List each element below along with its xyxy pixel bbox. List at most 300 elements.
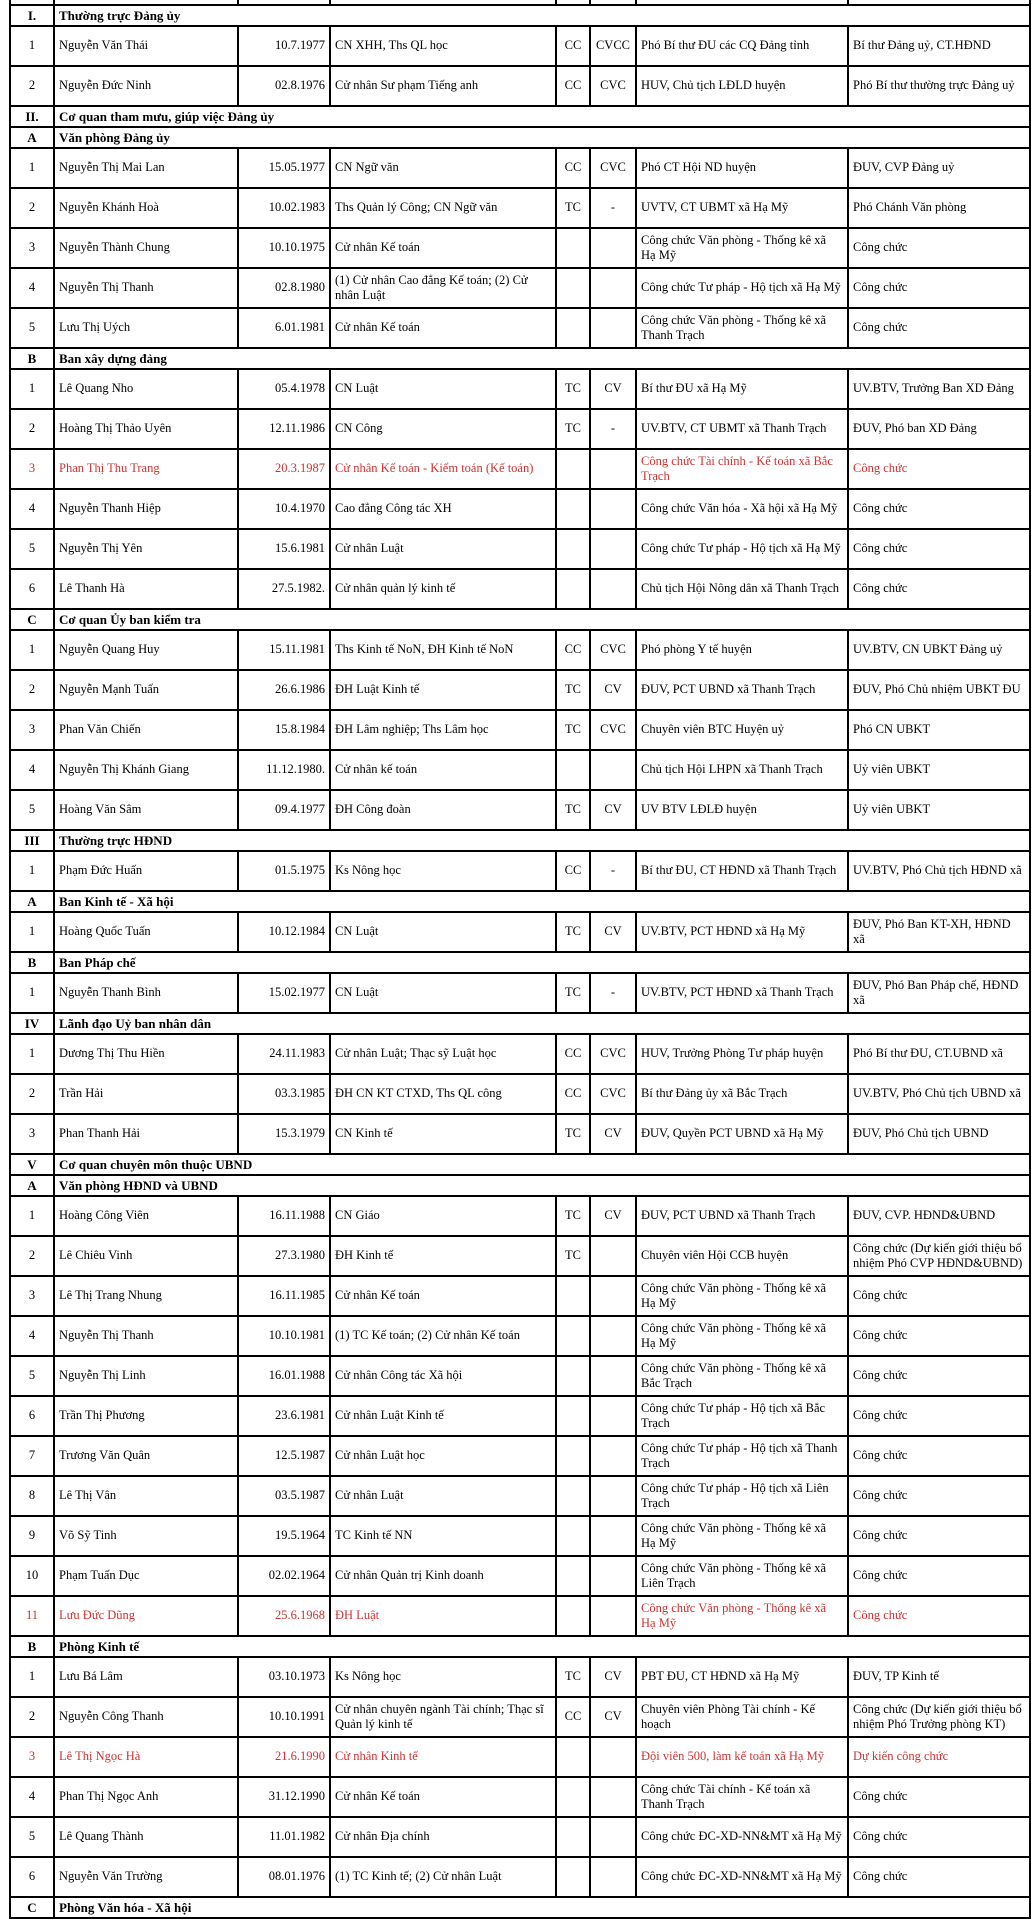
cell-note: Phó CN UBKT bbox=[848, 710, 1030, 750]
cell-education: ĐH Công đoàn bbox=[330, 790, 556, 830]
cell-rank bbox=[556, 1436, 590, 1476]
cell-position: Công chức ĐC-XD-NN&MT xã Hạ Mỹ bbox=[636, 1857, 848, 1897]
cell-note: UV.BTV, Phó Chủ tịch UBND xã bbox=[848, 1074, 1030, 1114]
section-title: Ban xây dựng đảng bbox=[54, 348, 1030, 369]
cell-position: Đội viên 500, làm kế toán xã Hạ Mỹ bbox=[636, 1737, 848, 1777]
cell-education: Cử nhân Quản trị Kinh doanh bbox=[330, 1556, 556, 1596]
cell-position: Công chức Văn phòng - Thống kê xã Hạ Mỹ bbox=[636, 1596, 848, 1636]
cell-note: Bí thư Đảng uỷ, CT.HĐND bbox=[848, 26, 1030, 66]
table-row bbox=[10, 228, 1030, 268]
cell-rank bbox=[556, 750, 590, 790]
cell-position: PBT ĐU, CT HĐND xã Hạ Mỹ bbox=[636, 1657, 848, 1697]
cell-note: Công chức bbox=[848, 529, 1030, 569]
table-row bbox=[10, 1276, 1030, 1316]
section-number: A bbox=[10, 127, 54, 148]
cell-rank: CC bbox=[556, 1034, 590, 1074]
cell-education: (1) TC Kinh tế; (2) Cử nhân Luật bbox=[330, 1857, 556, 1897]
table-row bbox=[10, 1817, 1030, 1857]
cell-rank: CC bbox=[556, 1697, 590, 1737]
cell-education: Cử nhân Công tác Xã hội bbox=[330, 1356, 556, 1396]
cell-stt: 2 bbox=[10, 188, 54, 228]
section-header-row bbox=[10, 952, 1030, 973]
cell-note: Công chức bbox=[848, 228, 1030, 268]
cell-dob: 27.3.1980 bbox=[238, 1236, 330, 1276]
cell-stt: 6 bbox=[10, 1857, 54, 1897]
cell-rank: CC bbox=[556, 1074, 590, 1114]
cell-education: ĐH Luật Kinh tế bbox=[330, 670, 556, 710]
cell-name: Nguyễn Thị Thanh bbox=[54, 1316, 238, 1356]
cell-name: Trần Hải bbox=[54, 1074, 238, 1114]
cell-dob: 11.01.1982 bbox=[238, 1817, 330, 1857]
cell-grade bbox=[590, 1737, 636, 1777]
table-row bbox=[10, 489, 1030, 529]
cell-position: Công chức Văn phòng - Thống kê xã Thanh Trạch bbox=[636, 308, 848, 348]
cell-stt: 9 bbox=[10, 1516, 54, 1556]
cell-name: Nguyễn Thị Thanh bbox=[54, 268, 238, 308]
cell-position: Công chức Văn phòng - Thống kê xã Liên Trạch bbox=[636, 1556, 848, 1596]
cell-position: Công chức Tư pháp - Hộ tịch xã Liên Trạch bbox=[636, 1476, 848, 1516]
cell-dob: 10.10.1991 bbox=[238, 1697, 330, 1737]
table-row bbox=[10, 973, 1030, 1013]
cell-dob: 15.6.1981 bbox=[238, 529, 330, 569]
table-row bbox=[10, 268, 1030, 308]
cell-dob: 03.5.1987 bbox=[238, 1476, 330, 1516]
cell-stt: 10 bbox=[10, 1556, 54, 1596]
cell-grade bbox=[590, 1436, 636, 1476]
cell-stt: 5 bbox=[10, 529, 54, 569]
cell-education: Ks Nông học bbox=[330, 851, 556, 891]
cell-rank bbox=[556, 1476, 590, 1516]
cell-stt: 3 bbox=[10, 228, 54, 268]
cell-note: Uỷ viên UBKT bbox=[848, 750, 1030, 790]
cell-grade: CVC bbox=[590, 1074, 636, 1114]
section-number: IV bbox=[10, 1013, 54, 1034]
cell-grade bbox=[590, 449, 636, 489]
cell-note: Công chức bbox=[848, 1516, 1030, 1556]
cell-grade bbox=[590, 1236, 636, 1276]
cell-rank: CC bbox=[556, 66, 590, 106]
section-title: Ban Pháp chế bbox=[54, 952, 1030, 973]
cell-stt: 4 bbox=[10, 1316, 54, 1356]
cell-dob: 03.10.1973 bbox=[238, 1657, 330, 1697]
table-row bbox=[10, 1074, 1030, 1114]
cell-dob: 25.6.1968 bbox=[238, 1596, 330, 1636]
cell-stt: 1 bbox=[10, 148, 54, 188]
table-row bbox=[10, 529, 1030, 569]
cell-grade bbox=[590, 1596, 636, 1636]
cell-name: Nguyễn Khánh Hoà bbox=[54, 188, 238, 228]
section-header-row bbox=[10, 127, 1030, 148]
section-header-row bbox=[10, 830, 1030, 851]
cell-grade: CVC bbox=[590, 148, 636, 188]
cell-dob: 10.02.1983 bbox=[238, 188, 330, 228]
cell-dob: 23.6.1981 bbox=[238, 1396, 330, 1436]
cell-stt: 11 bbox=[10, 1596, 54, 1636]
section-number: A bbox=[10, 1175, 54, 1196]
cell-note: Công chức bbox=[848, 308, 1030, 348]
cell-position: UV.BTV, CT UBMT xã Thanh Trạch bbox=[636, 409, 848, 449]
section-number: B bbox=[10, 952, 54, 973]
cell-rank bbox=[556, 1817, 590, 1857]
cell-position: Chuyên viên Hội CCB huyện bbox=[636, 1236, 848, 1276]
cell-education: Cử nhân Kế toán - Kiểm toán (Kế toán) bbox=[330, 449, 556, 489]
cell-rank bbox=[556, 1316, 590, 1356]
cell-grade bbox=[590, 1396, 636, 1436]
table-row bbox=[10, 1034, 1030, 1074]
cell-grade bbox=[590, 1857, 636, 1897]
cell-education: ĐH Kinh tế bbox=[330, 1236, 556, 1276]
table-row bbox=[10, 409, 1030, 449]
cell-position: Phó CT Hội ND huyện bbox=[636, 148, 848, 188]
cell-rank bbox=[556, 489, 590, 529]
cell-note: Công chức bbox=[848, 1396, 1030, 1436]
cell-stt: 4 bbox=[10, 750, 54, 790]
cell-education: ĐH Luật bbox=[330, 1596, 556, 1636]
cell-dob: 02.8.1980 bbox=[238, 268, 330, 308]
section-title: Ban Kinh tế - Xã hội bbox=[54, 891, 1030, 912]
cell-education: Cử nhân Luật học bbox=[330, 1436, 556, 1476]
cell-grade: CVCC bbox=[590, 26, 636, 66]
cell-stt: 1 bbox=[10, 973, 54, 1013]
cell-education: Cử nhân Kế toán bbox=[330, 1777, 556, 1817]
cell-dob: 16.01.1988 bbox=[238, 1356, 330, 1396]
cell-education: ĐH CN KT CTXD, Ths QL công bbox=[330, 1074, 556, 1114]
cell-position: Chủ tịch Hội LHPN xã Thanh Trạch bbox=[636, 750, 848, 790]
table-row bbox=[10, 750, 1030, 790]
cell-position: Chuyên viên BTC Huyện uỷ bbox=[636, 710, 848, 750]
cell-note: Phó Bí thư thường trực Đảng uỷ bbox=[848, 66, 1030, 106]
section-header-row bbox=[10, 891, 1030, 912]
cell-stt: 1 bbox=[10, 1196, 54, 1236]
cell-education: (1) Cử nhân Cao đẳng Kế toán; (2) Cử nhân Luật bbox=[330, 268, 556, 308]
cell-position: UV.BTV, PCT HĐND xã Thanh Trạch bbox=[636, 973, 848, 1013]
cell-position: UV BTV LĐLĐ huyện bbox=[636, 790, 848, 830]
cell-note: ĐUV, CVP Đảng uỷ bbox=[848, 148, 1030, 188]
cell-rank: TC bbox=[556, 188, 590, 228]
table-row bbox=[10, 1356, 1030, 1396]
cell-stt: 1 bbox=[10, 912, 54, 952]
cell-dob: 15.8.1984 bbox=[238, 710, 330, 750]
cell-grade bbox=[590, 1516, 636, 1556]
cell-position: Công chức Văn phòng - Thống kê xã Hạ Mỹ bbox=[636, 1276, 848, 1316]
cell-education: CN Kinh tế bbox=[330, 1114, 556, 1154]
cell-note: UV.BTV, Trưởng Ban XD Đảng bbox=[848, 369, 1030, 409]
table-row bbox=[10, 148, 1030, 188]
cell-note: Công chức bbox=[848, 1476, 1030, 1516]
cell-name: Lê Quang Thành bbox=[54, 1817, 238, 1857]
cell-rank bbox=[556, 308, 590, 348]
cell-grade: CVC bbox=[590, 1034, 636, 1074]
cell-rank bbox=[556, 1556, 590, 1596]
cell-education: TC Kinh tế NN bbox=[330, 1516, 556, 1556]
cell-education: CN Luật bbox=[330, 369, 556, 409]
table-row bbox=[10, 1316, 1030, 1356]
cell-dob: 10.7.1977 bbox=[238, 26, 330, 66]
cell-rank bbox=[556, 1356, 590, 1396]
cell-grade bbox=[590, 1777, 636, 1817]
cell-rank bbox=[556, 569, 590, 609]
cell-rank: CC bbox=[556, 851, 590, 891]
table-row bbox=[10, 1657, 1030, 1697]
cell-education: (1) TC Kế toán; (2) Cử nhân Kế toán bbox=[330, 1316, 556, 1356]
cell-grade bbox=[590, 1316, 636, 1356]
cell-dob: 15.11.1981 bbox=[238, 630, 330, 670]
cell-education: CN Ngữ văn bbox=[330, 148, 556, 188]
cell-note: ĐUV, Phó Ban Pháp chế, HĐND xã bbox=[848, 973, 1030, 1013]
cell-position: Công chức Văn hóa - Xã hội xã Hạ Mỹ bbox=[636, 489, 848, 529]
cell-note: Công chức bbox=[848, 569, 1030, 609]
cell-rank: TC bbox=[556, 912, 590, 952]
section-title: Cơ quan tham mưu, giúp việc Đảng ủy bbox=[54, 106, 1030, 127]
cell-name: Lê Chiêu Vinh bbox=[54, 1236, 238, 1276]
cell-dob: 6.01.1981 bbox=[238, 308, 330, 348]
cell-education: Cử nhân quản lý kinh tế bbox=[330, 569, 556, 609]
cell-grade bbox=[590, 489, 636, 529]
section-header-row bbox=[10, 5, 1030, 26]
table-row bbox=[10, 1196, 1030, 1236]
cell-rank: TC bbox=[556, 1196, 590, 1236]
cell-name: Nguyễn Thanh Hiệp bbox=[54, 489, 238, 529]
cell-education: Cử nhân Luật bbox=[330, 1476, 556, 1516]
cell-grade: CV bbox=[590, 369, 636, 409]
cell-note: Công chức bbox=[848, 1316, 1030, 1356]
cell-position: Phó Bí thư ĐU các CQ Đảng tỉnh bbox=[636, 26, 848, 66]
cell-name: Lưu Bá Lâm bbox=[54, 1657, 238, 1697]
cell-dob: 08.01.1976 bbox=[238, 1857, 330, 1897]
cell-name: Phan Thị Thu Trang bbox=[54, 449, 238, 489]
cell-name: Trần Thị Phương bbox=[54, 1396, 238, 1436]
cell-rank bbox=[556, 1276, 590, 1316]
table-row bbox=[10, 369, 1030, 409]
cell-name: Nguyễn Thị Yên bbox=[54, 529, 238, 569]
cell-stt: 3 bbox=[10, 710, 54, 750]
cell-note: Công chức bbox=[848, 449, 1030, 489]
cell-note: Phó Bí thư ĐU, CT.UBND xã bbox=[848, 1034, 1030, 1074]
cell-dob: 31.12.1990 bbox=[238, 1777, 330, 1817]
cell-rank: TC bbox=[556, 1657, 590, 1697]
cell-grade: CV bbox=[590, 1697, 636, 1737]
cell-stt: 2 bbox=[10, 409, 54, 449]
cell-rank: CC bbox=[556, 630, 590, 670]
cell-education: Cao đẳng Công tác XH bbox=[330, 489, 556, 529]
cell-education: Cử nhân Luật bbox=[330, 529, 556, 569]
cell-education: CN XHH, Ths QL học bbox=[330, 26, 556, 66]
section-title: Văn phòng Đảng ủy bbox=[54, 127, 1030, 148]
cell-stt: 6 bbox=[10, 569, 54, 609]
cell-dob: 16.11.1985 bbox=[238, 1276, 330, 1316]
cell-dob: 02.02.1964 bbox=[238, 1556, 330, 1596]
cell-dob: 26.6.1986 bbox=[238, 670, 330, 710]
cell-stt: 3 bbox=[10, 1737, 54, 1777]
cell-note: Công chức bbox=[848, 1356, 1030, 1396]
table-row bbox=[10, 188, 1030, 228]
cell-dob: 05.4.1978 bbox=[238, 369, 330, 409]
section-header-row bbox=[10, 1636, 1030, 1657]
cell-dob: 21.6.1990 bbox=[238, 1737, 330, 1777]
cell-grade: CVC bbox=[590, 630, 636, 670]
cell-position: Bí thư ĐU xã Hạ Mỹ bbox=[636, 369, 848, 409]
cell-education: CN Luật bbox=[330, 973, 556, 1013]
cell-grade: CV bbox=[590, 790, 636, 830]
cell-position: Công chức Văn phòng - Thống kê xã Bắc Trạch bbox=[636, 1356, 848, 1396]
cell-note: UV.BTV, Phó Chủ tịch HĐND xã bbox=[848, 851, 1030, 891]
table-row bbox=[10, 26, 1030, 66]
section-number: II. bbox=[10, 106, 54, 127]
cell-note: Công chức bbox=[848, 489, 1030, 529]
cell-note: ĐUV, Phó Chủ nhiệm UBKT ĐU bbox=[848, 670, 1030, 710]
cell-dob: 19.5.1964 bbox=[238, 1516, 330, 1556]
cell-grade bbox=[590, 1556, 636, 1596]
table-row bbox=[10, 790, 1030, 830]
cell-note: Công chức bbox=[848, 1556, 1030, 1596]
cell-position: UVTV, CT UBMT xã Hạ Mỹ bbox=[636, 188, 848, 228]
cell-education: Cử nhân chuyên ngành Tài chính; Thạc sĩ Quản lý kinh tế bbox=[330, 1697, 556, 1737]
section-number: I. bbox=[10, 5, 54, 26]
cell-dob: 16.11.1988 bbox=[238, 1196, 330, 1236]
cell-grade bbox=[590, 1476, 636, 1516]
cell-name: Lê Quang Nho bbox=[54, 369, 238, 409]
cell-stt: 1 bbox=[10, 369, 54, 409]
cell-education: Cử nhân kế toán bbox=[330, 750, 556, 790]
cell-stt: 3 bbox=[10, 1276, 54, 1316]
cell-rank: TC bbox=[556, 790, 590, 830]
cell-education: Cử nhân Luật Kinh tế bbox=[330, 1396, 556, 1436]
cell-name: Lê Thị Trang Nhung bbox=[54, 1276, 238, 1316]
cell-stt: 5 bbox=[10, 790, 54, 830]
cell-note: Phó Chánh Văn phòng bbox=[848, 188, 1030, 228]
cell-grade: CV bbox=[590, 670, 636, 710]
section-number: C bbox=[10, 609, 54, 630]
table-row bbox=[10, 308, 1030, 348]
cell-grade: CV bbox=[590, 1657, 636, 1697]
table-row bbox=[10, 670, 1030, 710]
cell-rank bbox=[556, 1596, 590, 1636]
section-header-row bbox=[10, 1175, 1030, 1196]
cell-name: Phan Văn Chiến bbox=[54, 710, 238, 750]
cell-dob: 15.05.1977 bbox=[238, 148, 330, 188]
cell-position: ĐUV, PCT UBND xã Thanh Trạch bbox=[636, 1196, 848, 1236]
cell-stt: 1 bbox=[10, 630, 54, 670]
cell-grade bbox=[590, 1356, 636, 1396]
cell-stt: 4 bbox=[10, 489, 54, 529]
section-title: Lãnh đạo Uỷ ban nhân dân bbox=[54, 1013, 1030, 1034]
cell-position: Công chức ĐC-XD-NN&MT xã Hạ Mỹ bbox=[636, 1817, 848, 1857]
cell-education: Ths Kinh tế NoN, ĐH Kinh tế NoN bbox=[330, 630, 556, 670]
cell-stt: 5 bbox=[10, 308, 54, 348]
cell-grade bbox=[590, 268, 636, 308]
cell-name: Nguyễn Thị Linh bbox=[54, 1356, 238, 1396]
cell-name: Hoàng Văn Sâm bbox=[54, 790, 238, 830]
cell-note: ĐUV, TP Kinh tế bbox=[848, 1657, 1030, 1697]
table-row bbox=[10, 1737, 1030, 1777]
cell-dob: 12.5.1987 bbox=[238, 1436, 330, 1476]
cell-stt: 2 bbox=[10, 66, 54, 106]
cell-position: Công chức Văn phòng - Thống kê xã Hạ Mỹ bbox=[636, 228, 848, 268]
table-row bbox=[10, 1556, 1030, 1596]
cell-position: Công chức Tư pháp - Hộ tịch xã Thanh Trạch bbox=[636, 1436, 848, 1476]
section-title: Thường trực HĐND bbox=[54, 830, 1030, 851]
personnel-table bbox=[9, 0, 1031, 1919]
cell-stt: 6 bbox=[10, 1396, 54, 1436]
cell-education: Ks Nông học bbox=[330, 1657, 556, 1697]
cell-rank: TC bbox=[556, 409, 590, 449]
cell-education: Ths Quản lý Công; CN Ngữ văn bbox=[330, 188, 556, 228]
cell-note: Dự kiến công chức bbox=[848, 1737, 1030, 1777]
cell-stt: 8 bbox=[10, 1476, 54, 1516]
cell-position: Bí thư Đảng ủy xã Bắc Trạch bbox=[636, 1074, 848, 1114]
section-title: Thường trực Đảng ủy bbox=[54, 5, 1030, 26]
cell-education: ĐH Lâm nghiệp; Ths Lâm học bbox=[330, 710, 556, 750]
section-title: Cơ quan Ủy ban kiểm tra bbox=[54, 609, 1030, 630]
section-header-row bbox=[10, 1154, 1030, 1175]
cell-grade bbox=[590, 750, 636, 790]
cell-name: Lê Thị Vân bbox=[54, 1476, 238, 1516]
cell-name: Nguyễn Quang Huy bbox=[54, 630, 238, 670]
cell-rank: CC bbox=[556, 26, 590, 66]
table-row bbox=[10, 1236, 1030, 1276]
section-header-row bbox=[10, 348, 1030, 369]
cell-position: Công chức Văn phòng - Thống kê xã Hạ Mỹ bbox=[636, 1516, 848, 1556]
table-row bbox=[10, 1697, 1030, 1737]
cell-stt: 2 bbox=[10, 670, 54, 710]
cell-name: Hoàng Quốc Tuấn bbox=[54, 912, 238, 952]
cell-education: Cử nhân Kế toán bbox=[330, 228, 556, 268]
cell-note: Công chức bbox=[848, 1276, 1030, 1316]
table-row bbox=[10, 1396, 1030, 1436]
cell-dob: 09.4.1977 bbox=[238, 790, 330, 830]
cell-grade: - bbox=[590, 851, 636, 891]
cell-name: Nguyễn Thanh Bình bbox=[54, 973, 238, 1013]
table-row bbox=[10, 1114, 1030, 1154]
cell-position: Công chức Tư pháp - Hộ tịch xã Hạ Mỹ bbox=[636, 268, 848, 308]
cell-grade bbox=[590, 529, 636, 569]
cell-education: CN Giáo bbox=[330, 1196, 556, 1236]
cell-name: Nguyễn Đức Ninh bbox=[54, 66, 238, 106]
table-row bbox=[10, 1516, 1030, 1556]
cell-note: UV.BTV, CN UBKT Đảng uỷ bbox=[848, 630, 1030, 670]
cell-stt: 1 bbox=[10, 851, 54, 891]
cell-stt: 3 bbox=[10, 449, 54, 489]
cell-name: Nguyễn Thị Khánh Giang bbox=[54, 750, 238, 790]
cell-stt: 1 bbox=[10, 1034, 54, 1074]
cell-name: Dương Thị Thu Hiền bbox=[54, 1034, 238, 1074]
cell-rank bbox=[556, 1516, 590, 1556]
cell-note: ĐUV, Phó Chủ tịch UBND bbox=[848, 1114, 1030, 1154]
cell-grade: CV bbox=[590, 1196, 636, 1236]
table-row bbox=[10, 449, 1030, 489]
cell-position: ĐUV, PCT UBND xã Thanh Trạch bbox=[636, 670, 848, 710]
cell-position: HUV, Trưởng Phòng Tư pháp huyện bbox=[636, 1034, 848, 1074]
cell-rank bbox=[556, 268, 590, 308]
cell-note: Công chức (Dự kiến giới thiệu bổ nhiệm Phó CVP HĐND&UBND) bbox=[848, 1236, 1030, 1276]
cell-dob: 27.5.1982. bbox=[238, 569, 330, 609]
cell-grade: - bbox=[590, 973, 636, 1013]
section-title: Phòng Kinh tế bbox=[54, 1636, 1030, 1657]
section-number: C bbox=[10, 1897, 54, 1918]
cell-grade bbox=[590, 569, 636, 609]
cell-stt: 1 bbox=[10, 1657, 54, 1697]
cell-dob: 10.10.1975 bbox=[238, 228, 330, 268]
cell-dob: 03.3.1985 bbox=[238, 1074, 330, 1114]
cell-name: Nguyễn Văn Thái bbox=[54, 26, 238, 66]
cell-position: Công chức Tài chính - Kế toán xã Thanh Trạch bbox=[636, 1777, 848, 1817]
section-title: Cơ quan chuyên môn thuộc UBND bbox=[54, 1154, 1030, 1175]
cell-stt: 2 bbox=[10, 1236, 54, 1276]
cell-name: Phan Thị Ngọc Anh bbox=[54, 1777, 238, 1817]
cell-name: Võ Sỹ Tinh bbox=[54, 1516, 238, 1556]
cell-grade: - bbox=[590, 409, 636, 449]
section-header-row bbox=[10, 1897, 1030, 1918]
